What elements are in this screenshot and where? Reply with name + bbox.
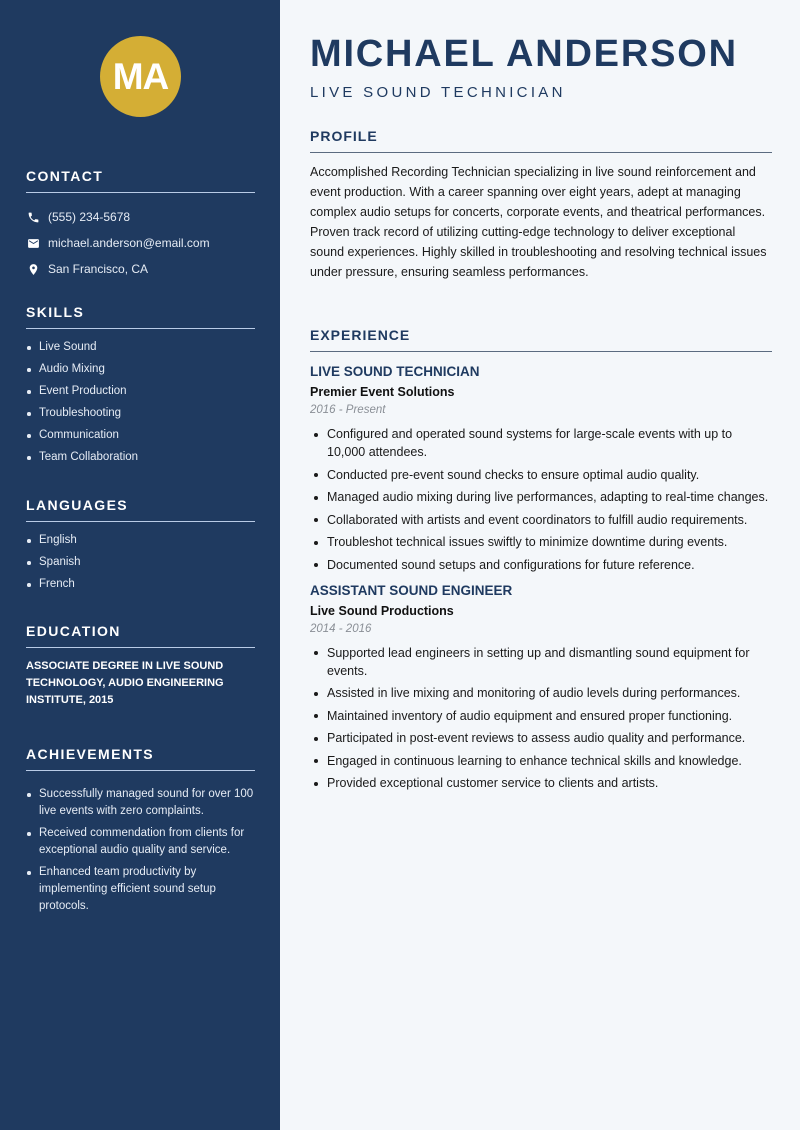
candidate-name: MICHAEL ANDERSON (310, 33, 738, 75)
profile-text: Accomplished Recording Technician specializing in live sound reinforcement and event production. With a career spanning over eight years, adept at managing complex audio setups for concerts, corporate events, and theatrical performances. Proven track record of utilizing cutting-edge technology to deliver exceptional sound experiences. Highly skilled in troubleshooting and resolving technical issues under pressure, ensuring seamless performances. (310, 165, 767, 279)
contact-list (26, 204, 255, 282)
email-icon (26, 236, 40, 250)
job-bullets (310, 644, 772, 793)
skills-heading: SKILLS (26, 304, 255, 329)
contact-section (26, 168, 255, 282)
achievement-item: Enhanced team productivity by implementing efficient sound setup protocols. (26, 864, 255, 915)
job-company: Premier Event Solutions (310, 385, 455, 399)
job-company: Live Sound Productions (310, 603, 454, 618)
phone-icon (26, 210, 40, 224)
job-bullet: Supported lead engineers in setting up and dismantling sound equipment for events. (310, 644, 772, 680)
skill-item: Event Production (26, 383, 255, 400)
job-entry (310, 364, 772, 574)
location-text: San Francisco, CA (48, 262, 149, 276)
email-text: michael.anderson@email.com (48, 236, 210, 250)
skills-list (26, 339, 255, 466)
candidate-title: LIVE SOUND TECHNICIAN (310, 84, 566, 101)
languages-section (26, 497, 255, 598)
job-bullet: Troubleshot technical issues swiftly to minimize downtime during events. (310, 533, 772, 551)
education-text: ASSOCIATE DEGREE IN LIVE SOUND TECHNOLOGY, AUDIO ENGINEERING INSTITUTE, 2015 (26, 660, 224, 706)
location-pin-icon (26, 262, 40, 276)
languages-heading: LANGUAGES (26, 497, 255, 522)
job-title: LIVE SOUND TECHNICIAN (310, 364, 480, 379)
achievement-item: Successfully managed sound for over 100 live events with zero complaints. (26, 786, 255, 820)
phone-text: (555) 234-5678 (48, 210, 131, 224)
education-heading: EDUCATION (26, 623, 255, 648)
skill-item: Audio Mixing (26, 361, 255, 378)
job-bullet: Maintained inventory of audio equipment and ensured proper functioning. (310, 707, 772, 725)
contact-email (26, 230, 255, 256)
profile-section (310, 128, 772, 282)
job-bullet: Collaborated with artists and event coordinators to fulfill audio requirements. (310, 511, 772, 529)
job-bullet: Managed audio mixing during live performances, adapting to real-time changes. (310, 488, 772, 506)
achievements-list (26, 786, 255, 915)
achievements-heading: ACHIEVEMENTS (26, 746, 255, 771)
experience-section (310, 327, 772, 797)
avatar-initials: MA (112, 55, 169, 97)
contact-location (26, 256, 255, 282)
job-bullet: Participated in post-event reviews to assess audio quality and performance. (310, 729, 772, 747)
skill-item: Team Collaboration (26, 449, 255, 466)
skill-item: Communication (26, 427, 255, 444)
job-bullet: Engaged in continuous learning to enhance technical skills and knowledge. (310, 752, 772, 770)
contact-heading: CONTACT (26, 168, 255, 193)
achievement-item: Received commendation from clients for exceptional audio quality and service. (26, 825, 255, 859)
job-bullet: Documented sound setups and configurations for future reference. (310, 556, 772, 574)
profile-heading: PROFILE (310, 128, 772, 153)
skills-section (26, 304, 255, 471)
job-bullets (310, 425, 772, 574)
skill-item: Live Sound (26, 339, 255, 356)
education-section (26, 623, 255, 709)
sidebar (0, 0, 280, 1130)
experience-heading: EXPERIENCE (310, 327, 772, 352)
skill-item: Troubleshooting (26, 405, 255, 422)
avatar (100, 36, 181, 117)
job-bullet: Conducted pre-event sound checks to ensure optimal audio quality. (310, 466, 772, 484)
language-item: French (26, 576, 255, 593)
language-item: English (26, 532, 255, 549)
job-title: ASSISTANT SOUND ENGINEER (310, 582, 513, 598)
job-entry (310, 583, 772, 793)
job-dates: 2014 - 2016 (310, 622, 372, 635)
contact-phone (26, 204, 255, 230)
job-bullet: Provided exceptional customer service to clients and artists. (310, 774, 772, 792)
languages-list (26, 532, 255, 593)
job-bullet: Assisted in live mixing and monitoring of audio levels during performances. (310, 684, 772, 702)
language-item: Spanish (26, 554, 255, 571)
job-bullet: Configured and operated sound systems for large-scale events with up to 10,000 attendees. (310, 425, 772, 461)
achievements-section (26, 746, 255, 920)
job-dates: 2016 - Present (310, 404, 386, 416)
